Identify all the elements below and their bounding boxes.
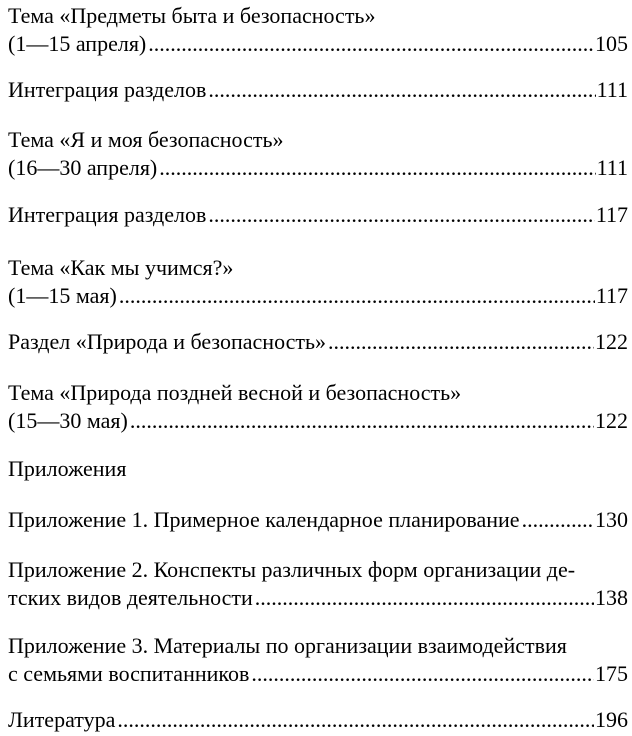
toc-entry-leader-line — [8, 706, 628, 734]
page-number: 117 — [595, 283, 628, 308]
toc-entry-title-line: Тема «Я и моя безопасность» — [8, 127, 284, 152]
page-number: 111 — [596, 77, 628, 102]
toc-entry-leader-line — [8, 76, 628, 104]
toc-entry — [8, 506, 628, 534]
page-number: 130 — [595, 507, 628, 532]
dot-leader — [159, 154, 595, 182]
toc-entry-title-line: Приложение 3. Материалы по организации взаимодействия — [8, 633, 567, 658]
page-number: 117 — [595, 202, 628, 227]
toc-entry-leader-line — [8, 282, 628, 310]
toc-entry-leader-line — [8, 328, 628, 356]
toc-entry — [8, 2, 628, 58]
page-number: 111 — [596, 155, 628, 180]
dot-leader — [208, 76, 595, 104]
toc-entry-leader-line — [8, 584, 628, 612]
toc-entry-leader-line — [8, 154, 628, 182]
toc-entry — [8, 556, 628, 612]
toc-entry-title: Раздел «Природа и безопасность» — [8, 329, 327, 354]
page-number: 122 — [595, 408, 628, 433]
toc-entry-title: с семьями воспитанников — [8, 661, 250, 686]
dot-leader — [117, 706, 594, 734]
dot-leader — [251, 660, 594, 688]
toc-entry-title: (16—30 апреля) — [8, 155, 158, 180]
toc-entry-title: (1—15 мая) — [8, 283, 117, 308]
toc-entry — [8, 379, 628, 435]
toc-entry — [8, 254, 628, 310]
toc-entry-title: Литература — [8, 707, 116, 732]
dot-leader — [130, 407, 594, 435]
toc-entry-title: Интеграция разделов — [8, 202, 207, 227]
toc-entry-title: Интеграция разделов — [8, 77, 207, 102]
dot-leader — [255, 584, 594, 612]
toc-entry-title-line: Тема «Предметы быта и безопасность» — [8, 3, 376, 28]
dot-leader — [148, 30, 594, 58]
toc-entry-title: Приложение 1. Примерное календарное планирование — [8, 507, 520, 532]
toc-entry-title-line: Тема «Как мы учимся?» — [8, 255, 234, 280]
toc-entry-leader-line — [8, 506, 628, 534]
toc-entry-title: (15—30 мая) — [8, 408, 128, 433]
toc-entry — [8, 76, 628, 104]
toc-entry-leader-line — [8, 660, 628, 688]
toc-entry — [8, 201, 628, 229]
dot-leader — [119, 282, 595, 310]
page-number: 138 — [595, 585, 628, 610]
toc-heading — [8, 455, 628, 483]
page-number: 196 — [595, 707, 628, 732]
toc-entry — [8, 126, 628, 182]
toc-entry — [8, 632, 628, 688]
page-number: 105 — [595, 31, 628, 56]
toc-entry-leader-line — [8, 30, 628, 58]
toc-entry-leader-line — [8, 201, 628, 229]
toc-entry-title: (1—15 апреля) — [8, 31, 147, 56]
toc-entry-leader-line — [8, 407, 628, 435]
toc-entry-title-line: Приложение 2. Конспекты различных форм организации де- — [8, 557, 576, 582]
toc-entry-title: тских видов деятельности — [8, 585, 253, 610]
dot-leader — [328, 328, 594, 356]
page-number: 175 — [595, 661, 628, 686]
dot-leader — [208, 201, 594, 229]
page-number: 122 — [595, 329, 628, 354]
toc-entry — [8, 706, 628, 734]
appendices-heading: Приложения — [8, 456, 127, 481]
toc-entry-title-line: Тема «Природа поздней весной и безопасность» — [8, 380, 462, 405]
dot-leader — [522, 506, 594, 534]
toc-entry — [8, 328, 628, 356]
